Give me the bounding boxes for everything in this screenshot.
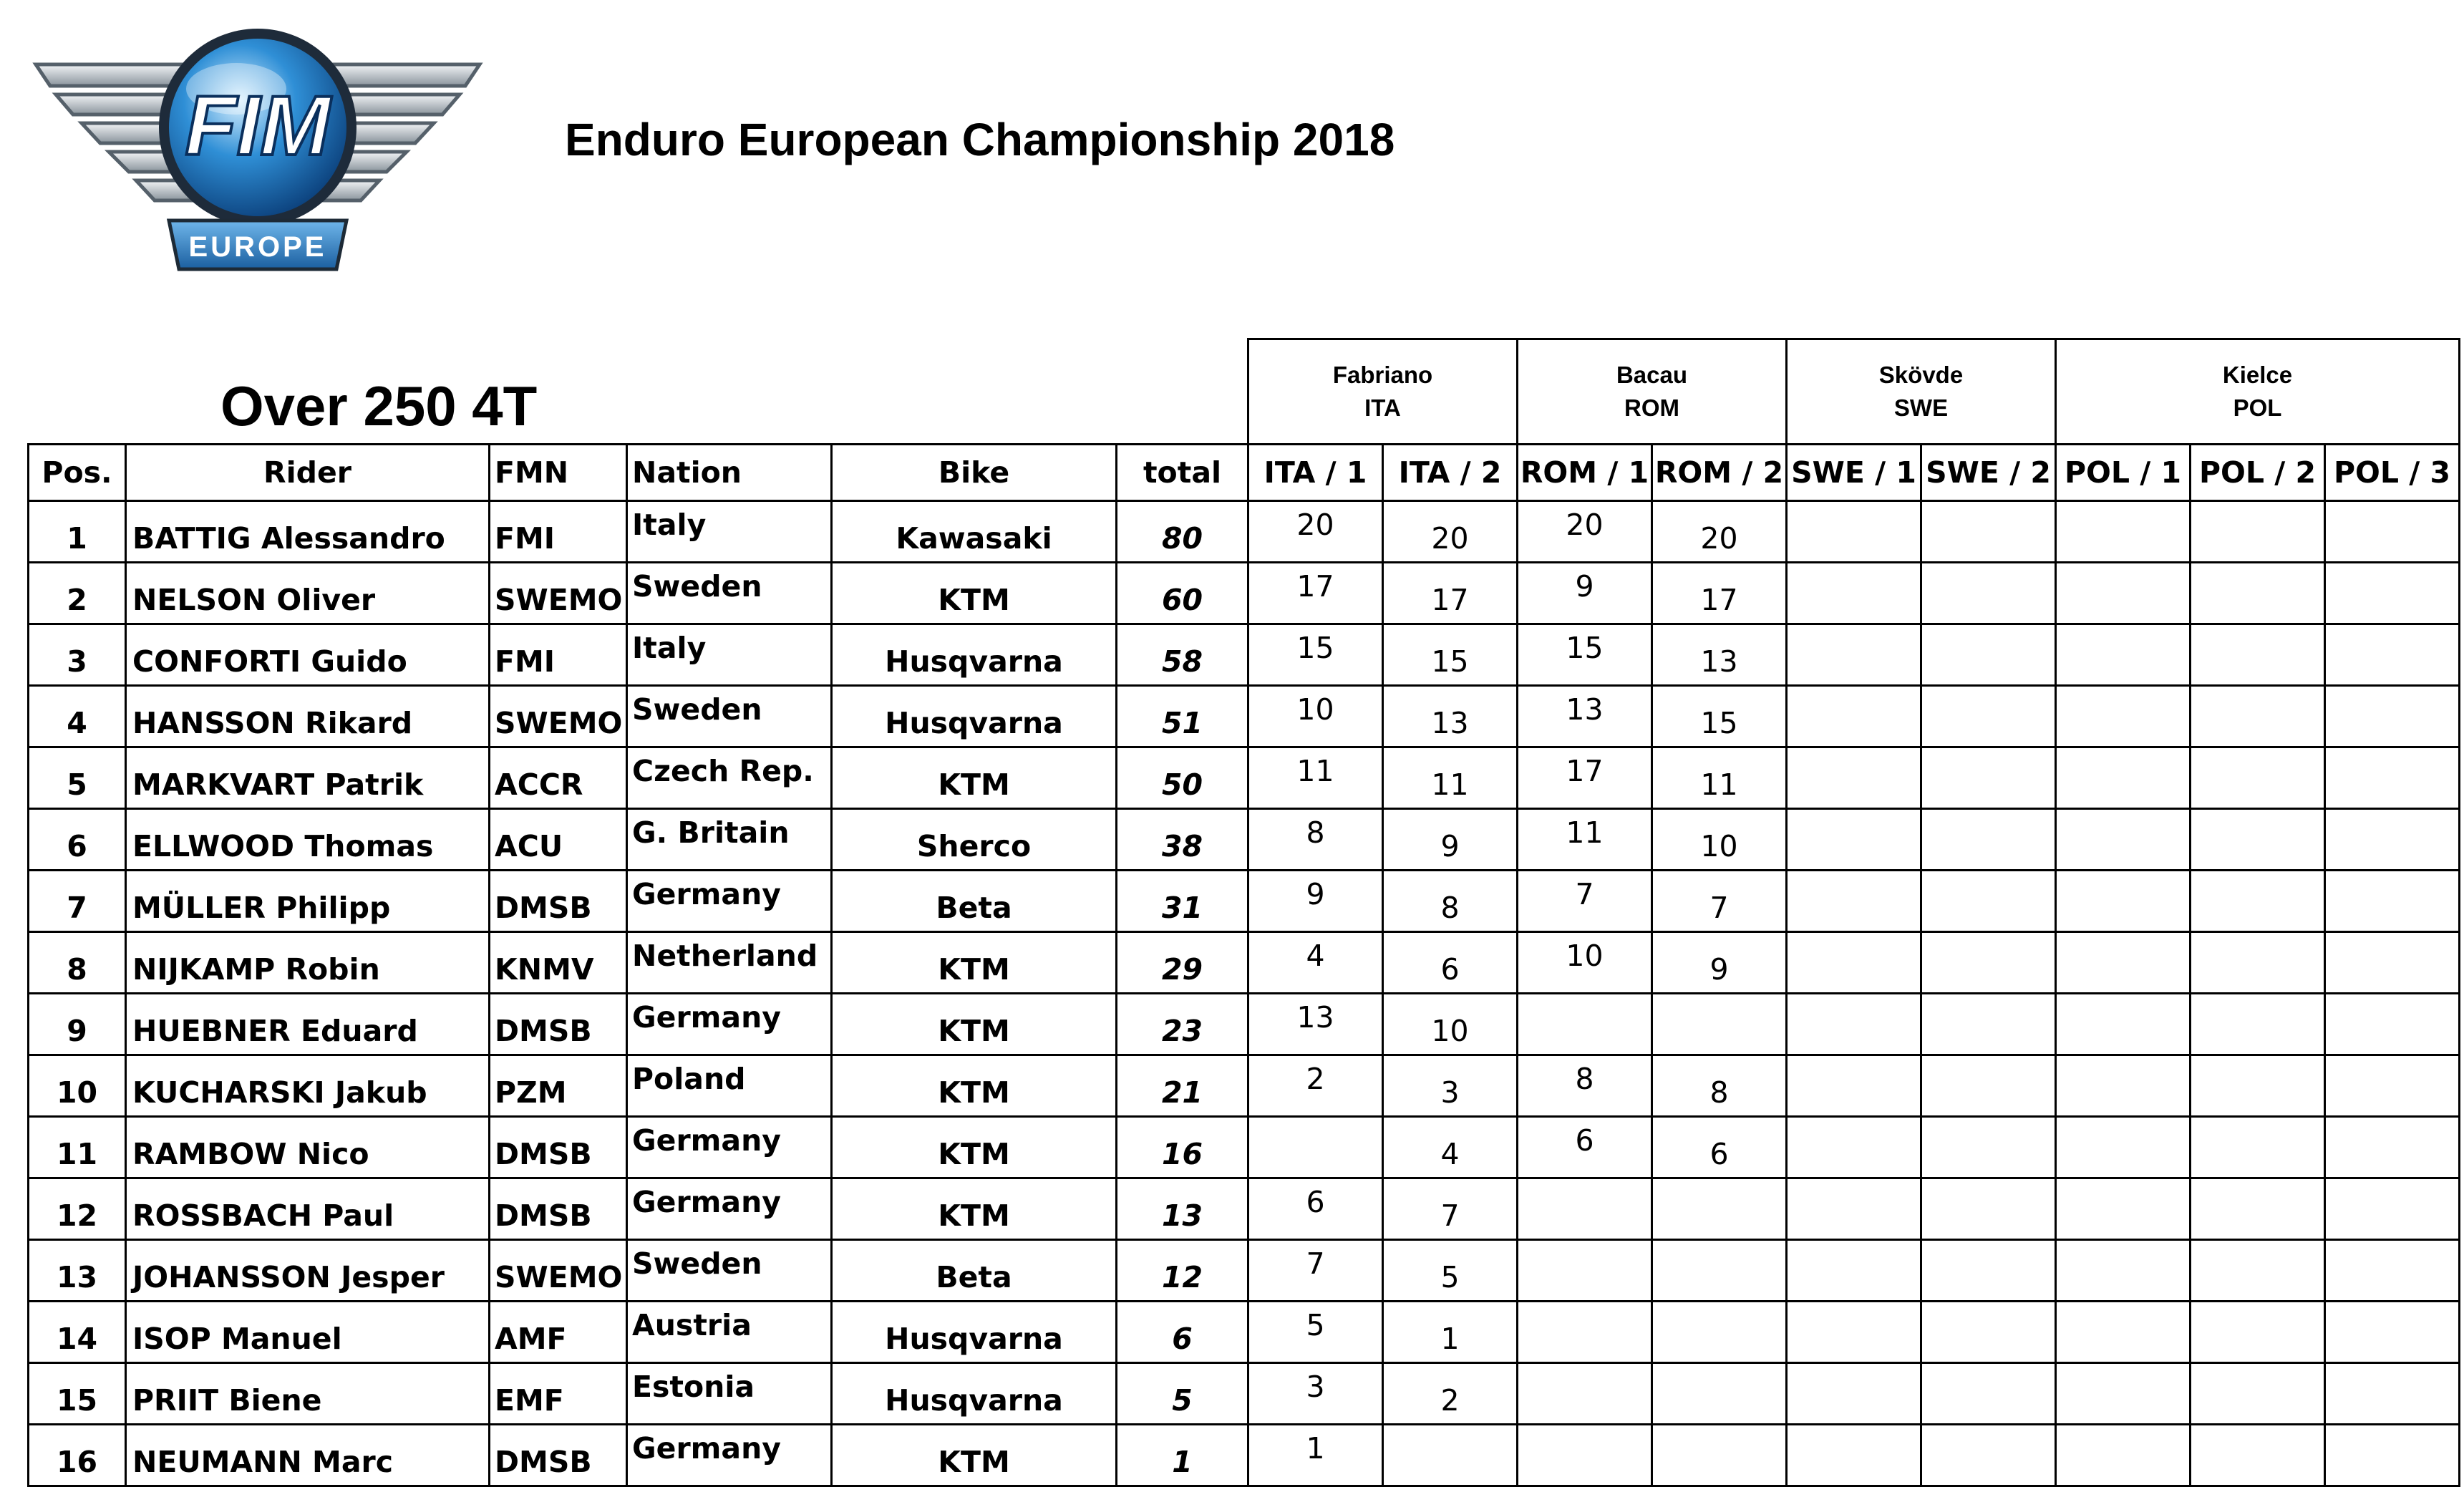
column-header-ita-2: ITA / 2 [1383,445,1518,501]
fmn-cell: SWEMO [490,563,627,624]
points-cell [2056,686,2191,747]
bike-cell: KTM [832,563,1117,624]
points-cell [1921,563,2056,624]
bike-cell: Beta [832,871,1117,932]
points-cell: 8 [1248,809,1383,871]
rider-cell: HANSSON Rikard [126,686,490,747]
page-title: Enduro European Championship 2018 [565,114,1395,165]
fmn-cell: DMSB [490,1117,627,1178]
points-cell [2191,1117,2325,1178]
points-cell [1787,809,1921,871]
points-cell [2056,747,2191,809]
points-cell [1787,1055,1921,1117]
points-cell [1518,1240,1652,1302]
points-cell [2056,1055,2191,1117]
nation-cell: Italy [627,501,832,563]
points-cell [1652,1425,1787,1486]
points-cell [1921,809,2056,871]
points-cell [2191,1425,2325,1486]
table-row [29,1302,2460,1363]
total-cell: 16 [1117,1117,1248,1178]
fmn-cell: ACU [490,809,627,871]
logo-wordmark: FIM [185,79,331,173]
position-cell: 13 [29,1240,126,1302]
points-cell [1787,747,1921,809]
points-cell: 15 [1248,624,1383,686]
nation-cell: Sweden [627,686,832,747]
fmn-cell: FMI [490,501,627,563]
points-cell: 3 [1383,1055,1518,1117]
points-cell: 8 [1652,1055,1787,1117]
points-cell: 17 [1383,563,1518,624]
fmn-cell: EMF [490,1363,627,1425]
nation-cell: Estonia [627,1363,832,1425]
points-cell [1921,1055,2056,1117]
points-cell: 10 [1518,932,1652,994]
total-cell: 31 [1117,871,1248,932]
fmn-cell: DMSB [490,994,627,1055]
position-cell: 14 [29,1302,126,1363]
points-cell [1652,994,1787,1055]
rider-cell: RAMBOW Nico [126,1117,490,1178]
position-cell: 4 [29,686,126,747]
points-cell [1787,1178,1921,1240]
column-header-swe-1: SWE / 1 [1787,445,1921,501]
column-header-nation: Nation [627,445,832,501]
points-cell: 20 [1652,501,1787,563]
points-cell: 1 [1383,1302,1518,1363]
nation-cell: Germany [627,1425,832,1486]
points-cell: 5 [1248,1302,1383,1363]
position-cell: 1 [29,501,126,563]
fmn-cell: FMI [490,624,627,686]
table-row [29,686,2460,747]
bike-cell: KTM [832,1425,1117,1486]
points-cell: 15 [1518,624,1652,686]
points-cell [2056,1117,2191,1178]
rider-cell: BATTIG Alessandro [126,501,490,563]
points-cell: 10 [1248,686,1383,747]
position-cell: 3 [29,624,126,686]
points-cell [1787,501,1921,563]
rider-cell: PRIIT Biene [126,1363,490,1425]
points-cell [2056,501,2191,563]
bike-cell: KTM [832,747,1117,809]
fmn-cell: AMF [490,1302,627,1363]
points-cell: 17 [1652,563,1787,624]
points-cell: 20 [1518,501,1652,563]
results-body [29,501,2460,1486]
bike-cell: Husqvarna [832,1302,1117,1363]
position-cell: 11 [29,1117,126,1178]
bike-cell: KTM [832,994,1117,1055]
points-cell [2325,1117,2460,1178]
venue-city: Bacau [1616,362,1688,388]
points-cell [2325,1240,2460,1302]
nation-cell: Germany [627,994,832,1055]
points-cell [2191,1363,2325,1425]
points-cell [2325,563,2460,624]
points-cell: 20 [1383,501,1518,563]
points-cell [2325,1178,2460,1240]
points-cell [1652,1302,1787,1363]
points-cell [2056,932,2191,994]
table-row [29,1055,2460,1117]
points-cell [2056,871,2191,932]
nation-cell: Sweden [627,1240,832,1302]
points-cell: 3 [1248,1363,1383,1425]
position-cell: 5 [29,747,126,809]
venue-header-kielce [2056,339,2460,445]
points-cell [2056,1363,2191,1425]
fmn-cell: SWEMO [490,686,627,747]
points-cell: 11 [1518,809,1652,871]
nation-cell: Poland [627,1055,832,1117]
points-cell: 6 [1518,1117,1652,1178]
points-cell [2056,1425,2191,1486]
rider-cell: JOHANSSON Jesper [126,1240,490,1302]
points-cell: 7 [1248,1240,1383,1302]
points-cell [1921,624,2056,686]
venue-header-bacau [1518,339,1787,445]
column-header-rom-2: ROM / 2 [1652,445,1787,501]
points-cell: 9 [1518,563,1652,624]
points-cell [2191,1178,2325,1240]
points-cell [1921,1302,2056,1363]
venue-city: Kielce [2222,362,2293,388]
points-cell: 7 [1652,871,1787,932]
points-cell: 7 [1518,871,1652,932]
position-cell: 10 [29,1055,126,1117]
points-cell [2056,624,2191,686]
position-cell: 2 [29,563,126,624]
points-cell [2056,1302,2191,1363]
points-cell [1921,686,2056,747]
points-cell [2191,871,2325,932]
points-cell: 9 [1248,871,1383,932]
points-cell [1518,1302,1652,1363]
table-row [29,563,2460,624]
total-cell: 80 [1117,501,1248,563]
column-header-pol-2: POL / 2 [2191,445,2325,501]
points-cell [2191,501,2325,563]
points-cell: 11 [1652,747,1787,809]
points-cell: 8 [1518,1055,1652,1117]
points-cell [2056,994,2191,1055]
total-cell: 1 [1117,1425,1248,1486]
points-cell [1518,1363,1652,1425]
points-cell: 4 [1248,932,1383,994]
venue-header-skovde [1787,339,2056,445]
column-header-pol-1: POL / 1 [2056,445,2191,501]
points-cell [2325,994,2460,1055]
fmn-cell: ACCR [490,747,627,809]
venue-code: POL [2233,394,2282,421]
total-cell: 58 [1117,624,1248,686]
points-cell [2056,809,2191,871]
points-cell [2191,1055,2325,1117]
points-cell [2325,686,2460,747]
points-cell: 20 [1248,501,1383,563]
points-cell [1652,1363,1787,1425]
points-cell: 2 [1248,1055,1383,1117]
points-cell [1921,501,2056,563]
total-cell: 50 [1117,747,1248,809]
table-row [29,871,2460,932]
venue-city: Fabriano [1332,362,1433,388]
venue-header-fabriano [1248,339,1518,445]
position-cell: 6 [29,809,126,871]
rider-cell: NIJKAMP Robin [126,932,490,994]
points-cell: 9 [1383,809,1518,871]
points-cell: 2 [1383,1363,1518,1425]
points-cell: 15 [1383,624,1518,686]
points-cell [2056,1240,2191,1302]
bike-cell: KTM [832,1055,1117,1117]
bike-cell: KTM [832,932,1117,994]
rider-cell: MÜLLER Philipp [126,871,490,932]
points-cell: 6 [1248,1178,1383,1240]
bike-cell: Beta [832,1240,1117,1302]
column-header-total: total [1117,445,1248,501]
points-cell: 13 [1652,624,1787,686]
points-cell: 10 [1652,809,1787,871]
total-cell: 21 [1117,1055,1248,1117]
points-cell: 8 [1383,871,1518,932]
column-header-swe-2: SWE / 2 [1921,445,2056,501]
points-cell: 17 [1248,563,1383,624]
venue-city: Skövde [1878,362,1964,388]
points-cell [2325,932,2460,994]
bike-cell: KTM [832,1178,1117,1240]
points-cell [2191,932,2325,994]
points-cell [1787,1117,1921,1178]
points-cell: 9 [1652,932,1787,994]
table-row [29,501,2460,563]
points-cell [1787,1363,1921,1425]
points-cell [1921,1178,2056,1240]
rider-cell: ISOP Manuel [126,1302,490,1363]
points-cell [1787,1302,1921,1363]
total-cell: 12 [1117,1240,1248,1302]
points-cell [2191,686,2325,747]
points-cell [1921,1240,2056,1302]
fmn-cell: PZM [490,1055,627,1117]
points-cell [2056,1178,2191,1240]
rider-cell: HUEBNER Eduard [126,994,490,1055]
column-header-row [29,445,2460,501]
points-cell [1787,686,1921,747]
points-cell [1652,1178,1787,1240]
venue-header-spacer [29,339,1248,445]
bike-cell: Husqvarna [832,1363,1117,1425]
bike-cell: Husqvarna [832,624,1117,686]
points-cell [1518,1178,1652,1240]
column-header-pos: Pos. [29,445,126,501]
points-cell: 5 [1383,1240,1518,1302]
points-cell [2191,994,2325,1055]
points-cell [1518,994,1652,1055]
column-header-rom-1: ROM / 1 [1518,445,1652,501]
position-cell: 9 [29,994,126,1055]
table-row [29,1117,2460,1178]
points-cell [1921,1363,2056,1425]
points-cell: 13 [1518,686,1652,747]
class-title: Over 250 4T [220,374,538,437]
rider-cell: CONFORTI Guido [126,624,490,686]
points-cell: 15 [1652,686,1787,747]
bike-cell: Kawasaki [832,501,1117,563]
points-cell: 10 [1383,994,1518,1055]
fim-europe-logo [29,20,487,278]
nation-cell: G. Britain [627,809,832,871]
points-cell [2325,501,2460,563]
total-cell: 51 [1117,686,1248,747]
nation-cell: Germany [627,1178,832,1240]
table-row [29,809,2460,871]
table-row [29,932,2460,994]
points-cell: 13 [1248,994,1383,1055]
points-cell: 11 [1383,747,1518,809]
position-cell: 7 [29,871,126,932]
points-cell [1518,1425,1652,1486]
points-cell [2191,747,2325,809]
points-cell [2191,1302,2325,1363]
points-cell: 7 [1383,1178,1518,1240]
points-cell [1787,1240,1921,1302]
points-cell [1383,1425,1518,1486]
points-cell [2191,624,2325,686]
points-cell [2191,563,2325,624]
points-cell [1921,932,2056,994]
total-cell: 5 [1117,1363,1248,1425]
points-cell [1787,871,1921,932]
nation-cell: Czech Rep. [627,747,832,809]
points-cell [2191,1240,2325,1302]
points-cell: 1 [1248,1425,1383,1486]
points-cell [1787,1425,1921,1486]
nation-cell: Germany [627,1117,832,1178]
points-cell [2325,1425,2460,1486]
points-cell: 11 [1248,747,1383,809]
fmn-cell: SWEMO [490,1240,627,1302]
total-cell: 38 [1117,809,1248,871]
rider-cell: NEUMANN Marc [126,1425,490,1486]
rider-cell: MARKVART Patrik [126,747,490,809]
points-cell [2325,1302,2460,1363]
column-header-bike: Bike [832,445,1117,501]
rider-cell: ELLWOOD Thomas [126,809,490,871]
table-row [29,1363,2460,1425]
table-row [29,747,2460,809]
rider-cell: ROSSBACH Paul [126,1178,490,1240]
points-cell [1787,563,1921,624]
table-row [29,1240,2460,1302]
points-cell [1921,871,2056,932]
position-cell: 15 [29,1363,126,1425]
points-cell [2325,747,2460,809]
points-cell [2191,809,2325,871]
points-cell: 17 [1518,747,1652,809]
points-cell [2325,1055,2460,1117]
points-cell: 4 [1383,1117,1518,1178]
points-cell [1921,994,2056,1055]
nation-cell: Netherland [627,932,832,994]
results-table [27,338,2460,1487]
nation-cell: Germany [627,871,832,932]
points-cell [1921,1117,2056,1178]
position-cell: 12 [29,1178,126,1240]
nation-cell: Italy [627,624,832,686]
fim-europe-logo-icon [29,20,487,278]
points-cell: 6 [1383,932,1518,994]
table-row [29,994,2460,1055]
total-cell: 23 [1117,994,1248,1055]
rider-cell: NELSON Oliver [126,563,490,624]
total-cell: 60 [1117,563,1248,624]
venue-code: ITA [1364,394,1401,421]
points-cell [2325,624,2460,686]
position-cell: 16 [29,1425,126,1486]
table-row [29,1425,2460,1486]
bike-cell: KTM [832,1117,1117,1178]
points-cell [2325,1363,2460,1425]
nation-cell: Sweden [627,563,832,624]
bike-cell: Sherco [832,809,1117,871]
rider-cell: KUCHARSKI Jakub [126,1055,490,1117]
points-cell [1652,1240,1787,1302]
total-cell: 29 [1117,932,1248,994]
total-cell: 6 [1117,1302,1248,1363]
column-header-fmn: FMN [490,445,627,501]
total-cell: 13 [1117,1178,1248,1240]
points-cell [2325,809,2460,871]
points-cell [2325,871,2460,932]
venue-code: SWE [1893,394,1949,421]
table-row [29,1178,2460,1240]
points-cell [1248,1117,1383,1178]
bike-cell: Husqvarna [832,686,1117,747]
venue-code: ROM [1624,394,1679,421]
points-cell: 6 [1652,1117,1787,1178]
logo-banner-text: EUROPE [188,231,327,263]
points-cell: 13 [1383,686,1518,747]
column-header-rider: Rider [126,445,490,501]
fmn-cell: DMSB [490,871,627,932]
table-row [29,624,2460,686]
nation-cell: Austria [627,1302,832,1363]
points-cell [1787,994,1921,1055]
fmn-cell: KNMV [490,932,627,994]
points-cell [1921,1425,2056,1486]
points-cell [1921,747,2056,809]
venue-header-row [29,339,2460,445]
fmn-cell: DMSB [490,1178,627,1240]
points-cell [1787,932,1921,994]
column-header-ita-1: ITA / 1 [1248,445,1383,501]
fmn-cell: DMSB [490,1425,627,1486]
column-header-pol-3: POL / 3 [2325,445,2460,501]
position-cell: 8 [29,932,126,994]
points-cell [1787,624,1921,686]
points-cell [2056,563,2191,624]
